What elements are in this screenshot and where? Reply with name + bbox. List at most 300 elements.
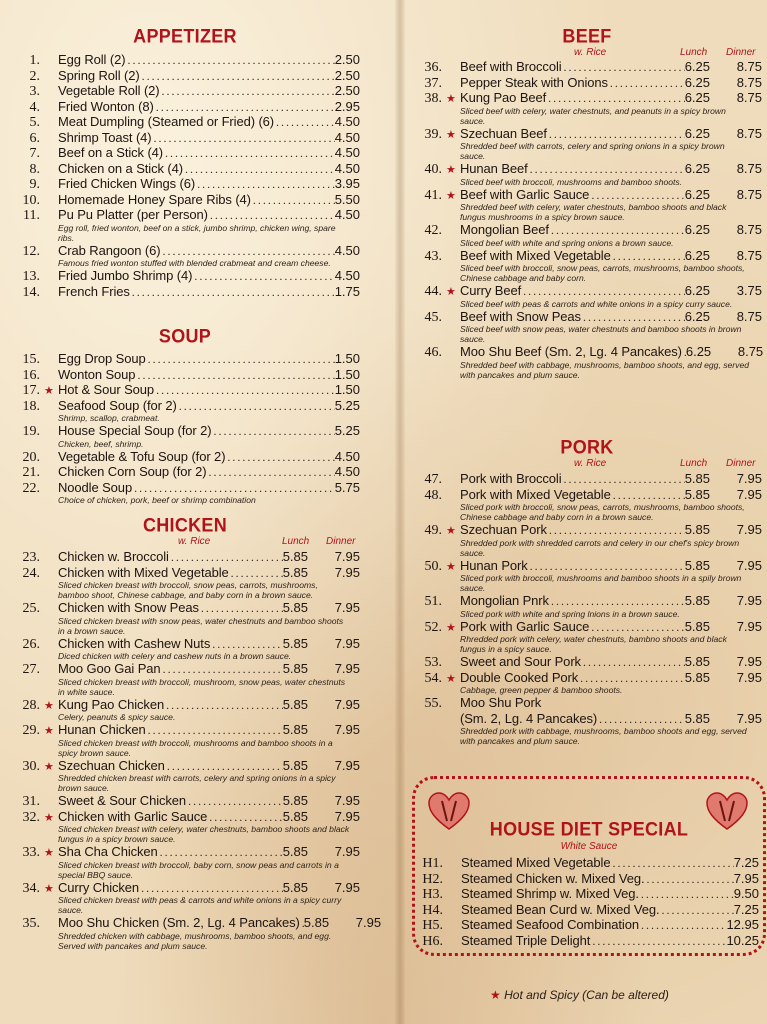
star-icon: ★ [44, 725, 54, 737]
menu-item [10, 83, 360, 99]
section-title: APPETIZER [133, 25, 237, 47]
menu-item [412, 487, 762, 523]
item-description: Sliced chicken breast with broccoli, snow peas, carrots, mushrooms, bamboo shoot, Chinese cabbage, and baby corn in a brown sauce. [58, 580, 318, 600]
leader-dots [610, 856, 733, 871]
item-name: Sweet and Sour Pork [460, 654, 581, 669]
diet-header [415, 819, 763, 852]
menu-item-line [412, 487, 762, 503]
item-number: 7. [29, 146, 40, 161]
item-number: 35. [22, 916, 40, 931]
menu-item [10, 697, 360, 723]
menu-item-line [10, 52, 360, 68]
menu-item-line [412, 248, 762, 264]
menu-item-line [412, 695, 762, 711]
item-name: Meat Dumpling (Steamed or Fried) (6) [58, 114, 275, 129]
menu-item [10, 52, 360, 68]
item-description: Sliced pork with broccoli, mushrooms and bamboo shoots in a spily brown sauce. [460, 573, 742, 593]
leader-dots [562, 60, 685, 75]
item-description: Celery, peanuts & spicy sauce. [58, 712, 176, 722]
item-description: Shredded pork with shredded carrots and celery in our chef's spicy brown sauce. [460, 537, 740, 558]
lunch-price: 5.85 [684, 654, 710, 669]
item-price: 9.50 [733, 886, 759, 901]
section-subheader [10, 536, 360, 547]
star-icon: ★ [44, 760, 54, 773]
item-number: 28. [22, 697, 40, 713]
item-name: Beef with Snow Peas [460, 308, 581, 324]
menu-item [412, 126, 762, 162]
dinner-price: 8.75 [736, 186, 762, 202]
item-name: Beef with Broccoli [460, 59, 562, 74]
leader-dots [125, 53, 334, 68]
menu-item-line [412, 75, 762, 91]
lunch-price: 6.25 [684, 161, 710, 176]
footnote-text: Hot and Spicy (Can be altered) [504, 988, 669, 1002]
item-number: 48. [424, 487, 442, 503]
leader-dots [186, 794, 283, 809]
lunch-price: 6.25 [684, 186, 710, 202]
item-number: 23. [22, 550, 40, 565]
leader-dots [590, 934, 726, 949]
menu-item-line [10, 697, 360, 713]
menu-item-line [412, 522, 762, 538]
dinner-price: 7.95 [736, 557, 762, 573]
item-number: 31. [22, 794, 40, 809]
menu-item-line [10, 176, 360, 192]
item-name: Steamed Triple Delight [461, 932, 591, 948]
lunch-price: 5.85 [282, 696, 308, 712]
menu-item-line [412, 619, 762, 635]
item-number: 14. [22, 284, 40, 300]
item-name: Curry Beef [460, 283, 522, 298]
item-description: Shrimp, scallop, crabmeat. [58, 413, 160, 423]
menu-item [10, 549, 360, 565]
item-description: Shredded beef with cabbage, mushrooms, bamboo shoots, and egg, served with pancakes and plum sauce. [460, 359, 750, 380]
menu-item [10, 382, 360, 398]
menu-item-line [10, 464, 360, 480]
menu-item [10, 565, 360, 601]
item-name: Egg Drop Soup [58, 351, 146, 366]
lunch-price: 5.85 [282, 549, 308, 564]
rice-note: w. Rice [574, 47, 607, 58]
menu-item [413, 902, 759, 918]
menu-item [10, 844, 360, 880]
menu-item [10, 636, 360, 662]
star-icon: ★ [44, 882, 54, 895]
menu-item-line [10, 398, 360, 414]
menu-item-line [10, 351, 360, 367]
dinner-price: 7.95 [736, 669, 762, 685]
leader-dots [211, 424, 334, 439]
menu-item-line [412, 558, 762, 574]
item-description: Sliced pork with white and spring lnions in a brown sauce. [460, 608, 680, 619]
item-number: 17. [22, 383, 40, 398]
leader-dots [251, 193, 335, 208]
soup-list [10, 351, 360, 505]
item-name: Chicken Corn Soup (for 2) [58, 464, 207, 479]
dinner-price: 8.75 [736, 125, 762, 141]
lunch-price: 6.25 [684, 247, 710, 263]
item-price: 4.50 [334, 207, 360, 222]
menu-item [413, 917, 759, 933]
leader-dots [169, 550, 283, 565]
leader-dots [183, 162, 335, 177]
dinner-price: 7.95 [736, 654, 762, 669]
item-name: Beef with Garlic Sauce [460, 186, 590, 202]
item-number: 8. [29, 161, 40, 177]
menu-item-line [10, 758, 360, 774]
leader-dots [589, 188, 684, 203]
menu-item-line [10, 207, 360, 223]
dinner-price: 7.95 [355, 915, 382, 930]
item-price: 4.50 [334, 268, 360, 283]
menu-item-line [412, 161, 762, 177]
item-description: Shredded chicken breast with carrots, celery and spring onions in a spicy brown sauce. [58, 773, 336, 793]
item-number: 55. [424, 696, 442, 711]
menu-item [412, 670, 762, 696]
item-name: Mongolian Pnrk [460, 593, 549, 608]
menu-item-line [10, 83, 360, 99]
menu-item-line [10, 722, 360, 738]
item-description: Sliced chicken breast with snow peas, water chestnuts and bamboo shoots in a brown sauce. [58, 615, 344, 636]
leader-dots [160, 84, 335, 99]
menu-item [412, 75, 762, 91]
menu-item-line [10, 382, 360, 398]
item-name: Steamed Seafood Combination [461, 917, 639, 932]
menu-item [412, 187, 762, 223]
item-name: Hunan Pork [460, 557, 528, 573]
menu-item-line [10, 268, 360, 284]
item-name: Hunan Beef [460, 161, 528, 176]
item-name: Pork with Garlic Sauce [460, 618, 590, 634]
star-icon: ★ [490, 988, 501, 1002]
leader-dots [549, 223, 685, 238]
lunch-price: 5.85 [684, 471, 710, 486]
lunch-price: 5.85 [684, 486, 710, 502]
item-number: 18. [22, 398, 40, 414]
item-description: Sliced beef with celery, water chestnuts, and peanuts in a spicy brown sauce. [460, 105, 726, 126]
lunch-price: 6.25 [684, 59, 710, 74]
item-price: 1.75 [334, 283, 360, 299]
menu-item [10, 809, 360, 845]
item-name: Fried Wonton (8) [58, 98, 154, 114]
leader-dots [581, 310, 685, 325]
item-price: 4.50 [334, 145, 360, 160]
leader-dots [207, 465, 335, 480]
menu-item [10, 99, 360, 115]
item-name: Steamed Bean Curd w. Mixed Veg. [461, 901, 660, 917]
menu-item-line [412, 670, 762, 686]
menu-item [412, 344, 762, 380]
leader-dots [135, 368, 334, 383]
lunch-price: 6.25 [684, 308, 710, 324]
item-price: 12.95 [726, 917, 759, 932]
star-icon: ★ [446, 672, 456, 685]
leader-dots [158, 845, 283, 860]
item-description: Choice of chicken, pork, beef or shrimp combination [58, 495, 256, 505]
item-number: 37. [424, 75, 442, 91]
item-number: 6. [29, 130, 40, 146]
leader-dots [549, 594, 685, 609]
leader-dots [274, 115, 335, 130]
lunch-price: 5.85 [282, 793, 308, 808]
item-description: Sliced beef with snow peas, water chestnuts and bamboo shoots in brown sauce. [460, 324, 742, 344]
white-sauce-note: White Sauce [560, 841, 618, 852]
leader-dots [645, 872, 734, 887]
leader-dots [139, 881, 283, 896]
leader-dots [132, 481, 335, 496]
star-icon: ★ [44, 811, 54, 824]
item-description: Sliced chicken breast with broccoli, mushrooms and bamboo shoots in a spicy brown sauce. [58, 737, 333, 758]
star-icon: ★ [44, 385, 54, 397]
star-icon: ★ [44, 847, 54, 859]
dinner-price: 8.75 [736, 161, 762, 176]
menu-item [10, 600, 360, 636]
dinner-price: 7.95 [736, 522, 762, 537]
item-number: H6. [422, 933, 443, 949]
chicken-list [10, 549, 382, 951]
menu-item-line [10, 114, 360, 130]
item-name: Chicken with Snow Peas [58, 600, 199, 615]
item-price: 2.50 [334, 67, 360, 83]
menu-item [413, 871, 759, 887]
item-number: 11. [23, 208, 40, 223]
item-description: Sliced chicken breast with broccoli, mushroom, snow peas, water chestnuts in white sauce. [58, 676, 346, 697]
menu-item-line [412, 59, 762, 75]
item-number: 22. [22, 480, 40, 496]
item-price: 4.50 [334, 464, 360, 479]
item-number: 10. [22, 192, 40, 208]
leader-dots [154, 383, 335, 398]
star-icon: ★ [446, 560, 456, 573]
menu-item-line [412, 283, 762, 299]
appetizer-list [10, 52, 360, 299]
menu-item-line [10, 600, 360, 616]
dinner-price: 7.95 [334, 844, 360, 859]
menu-item [412, 59, 762, 75]
menu-item [10, 793, 360, 809]
menu-item [10, 880, 360, 916]
leader-dots [210, 637, 282, 652]
item-price: 2.95 [334, 98, 360, 114]
item-number: 29. [22, 723, 40, 738]
dinner-price: 8.75 [736, 222, 762, 237]
item-name: Sha Cha Chicken [58, 844, 158, 859]
item-number: 54. [424, 670, 442, 686]
star-icon: ★ [446, 128, 456, 141]
dinner-price: 7.95 [334, 549, 360, 564]
item-name: Seafood Soup (for 2) [58, 397, 177, 413]
rice-note: w. Rice [574, 458, 607, 469]
lunch-price: 5.85 [282, 661, 308, 676]
menu-item [10, 449, 360, 465]
menu-item-line [413, 902, 759, 918]
lunch-price: 6.25 [684, 74, 710, 90]
item-price: 1.50 [334, 382, 360, 397]
menu-item-line [10, 793, 360, 809]
item-name: Beef on a Stick (4) [58, 145, 164, 160]
lunch-price: 5.85 [282, 722, 308, 737]
item-name: Egg Roll (2) [58, 52, 126, 67]
menu-item-line [10, 844, 360, 860]
menu-item-line [10, 449, 360, 465]
page-fold [395, 0, 405, 1024]
dinner-price: 7.95 [736, 618, 762, 634]
item-price: 4.50 [334, 114, 360, 129]
pork-list [412, 471, 762, 746]
item-number: 50. [424, 558, 442, 574]
hot-spicy-footnote [490, 988, 669, 1002]
lunch-header: Lunch [282, 536, 310, 547]
item-number: H2. [422, 871, 443, 887]
menu-item [412, 161, 762, 187]
menu-item-line [413, 933, 759, 949]
lunch-price: 6.25 [684, 125, 710, 141]
item-number: 51. [424, 594, 442, 609]
diet-list [413, 855, 759, 948]
item-price: 4.50 [334, 160, 360, 176]
leader-dots [611, 488, 685, 503]
menu-item [10, 176, 360, 192]
menu-item-line [413, 886, 759, 902]
menu-item-line [10, 565, 360, 581]
beef-section [412, 26, 762, 380]
item-price: 7.25 [733, 901, 759, 917]
leader-dots [140, 69, 335, 84]
menu-item-line [10, 636, 360, 652]
item-number: 19. [22, 424, 40, 439]
item-name: Chicken with Garlic Sauce [58, 808, 208, 824]
item-description: Rhredded pork with celery, water chestnuts, bambno shoots and black fungus in a spicy sauce. [460, 634, 727, 654]
item-number: 24. [22, 565, 40, 581]
menu-item-line [10, 367, 360, 383]
lunch-price: 5.85 [684, 669, 710, 685]
item-number: 34. [22, 880, 40, 896]
leader-dots [597, 712, 685, 727]
item-price: 3.95 [334, 176, 360, 191]
menu-item-line [10, 423, 360, 439]
menu-item [413, 855, 759, 871]
dinner-price: 8.75 [737, 344, 764, 359]
item-number: 15. [22, 352, 40, 367]
item-number: 12. [22, 243, 40, 259]
item-description: Shredded pork with cabbage, mushrooms, bamboo shoots and egg, served with pancakes and plum sauce. [460, 726, 747, 746]
menu-item-line [412, 126, 762, 142]
menu-item [10, 722, 360, 758]
item-number: 45. [424, 309, 442, 325]
menu-item [412, 471, 762, 487]
item-description: Shredded chicken with cabbage, mushrooms, bamboo shoots, and egg. Served with pancakes and plum sauce. [58, 930, 332, 951]
menu-item-line [10, 480, 360, 496]
dinner-price: 7.95 [736, 486, 762, 502]
lunch-header: Lunch [680, 47, 708, 58]
menu-item [412, 222, 762, 248]
item-number: 4. [29, 99, 40, 115]
item-name: Shrimp Toast (4) [58, 129, 152, 145]
menu-item [10, 284, 360, 300]
leader-dots [160, 244, 334, 259]
lunch-price: 5.85 [282, 757, 308, 773]
menu-item-line [412, 90, 762, 106]
item-number: 39. [424, 126, 442, 142]
item-name: Szechuan Pork [460, 522, 547, 537]
item-price: 2.50 [334, 52, 360, 67]
menu-item [10, 243, 360, 269]
menu-item-line [10, 809, 360, 825]
star-icon: ★ [446, 286, 456, 298]
item-number: 30. [22, 758, 40, 774]
section-title: PORK [560, 436, 614, 458]
item-name: Moo Shu Beef (Sm. 2, Lg. 4 Pancakes) [460, 344, 682, 359]
menu-item-line [412, 593, 762, 609]
item-name: French Fries [58, 283, 130, 299]
dinner-price: 7.95 [334, 661, 360, 676]
leader-dots [225, 450, 334, 465]
leader-dots [639, 918, 726, 933]
menu-item-line [412, 654, 762, 670]
dinner-price: 7.95 [334, 722, 360, 737]
item-description: Sliced beef with white and spring onions a brown sauce. [460, 237, 674, 248]
dinner-price: 3.75 [736, 283, 762, 298]
leader-dots [199, 601, 283, 616]
leader-dots [165, 759, 283, 774]
leader-dots [229, 566, 283, 581]
dinner-price: 8.75 [736, 74, 762, 90]
menu-item-line [412, 471, 762, 487]
menu-item-line [413, 855, 759, 871]
lunch-price: 5.85 [282, 879, 308, 895]
item-name: Szechuan Chicken [58, 757, 165, 773]
item-description: Sliced beef with peas & carrots and white onions in a spicy curry sauce. [460, 298, 733, 309]
menu-item-line [413, 871, 759, 887]
item-number: H3. [422, 887, 443, 902]
leader-dots [192, 269, 334, 284]
dinner-price: 7.95 [334, 757, 360, 773]
item-name: Steamed Shrimp w. Mixed Veg. [461, 886, 639, 901]
item-description: Shredded beef with celery, water chestnuts, bamboo shoots and black fungus mushrooms in a spicy brown sauce. [460, 202, 727, 222]
menu-item [10, 68, 360, 84]
dinner-price: 8.75 [736, 59, 762, 74]
lunch-price: 6.25 [685, 344, 712, 359]
item-name: Hunan Chicken [58, 722, 146, 737]
item-number: 33. [22, 845, 40, 860]
lunch-price: 6.25 [684, 222, 710, 237]
menu-item [10, 351, 360, 367]
item-name: Pu Pu Platter (per Person) [58, 207, 208, 222]
lunch-price: 6.25 [684, 283, 710, 298]
item-number: 32. [22, 809, 40, 825]
leader-dots [207, 810, 282, 825]
item-name: Sweet & Sour Chicken [58, 793, 187, 808]
item-name: Kung Pao Beef [460, 90, 547, 105]
menu-item [412, 522, 762, 558]
item-name: Moo Goo Gai Pan [58, 661, 161, 676]
item-price: 1.50 [334, 366, 360, 382]
item-number: 5. [29, 115, 40, 130]
menu-item [412, 654, 762, 670]
item-name: Pork with Broccoli [460, 471, 562, 486]
item-name: Szechuan Beef [460, 125, 547, 141]
leader-dots [547, 523, 685, 538]
menu-item-line [412, 344, 762, 360]
lunch-header: Lunch [680, 458, 708, 469]
item-description: Sliced chicken breast with broccoli, baby corn, snow peas and carrots in a special BBQ sauce. [58, 859, 339, 880]
item-name: Fried Jumbo Shrimp (4) [58, 268, 193, 283]
item-name: Hot & Sour Soup [58, 382, 155, 397]
leader-dots [208, 208, 335, 223]
item-number: 44. [424, 284, 442, 299]
item-price: 4.50 [334, 129, 360, 145]
item-name: Noodle Soup [58, 479, 133, 495]
